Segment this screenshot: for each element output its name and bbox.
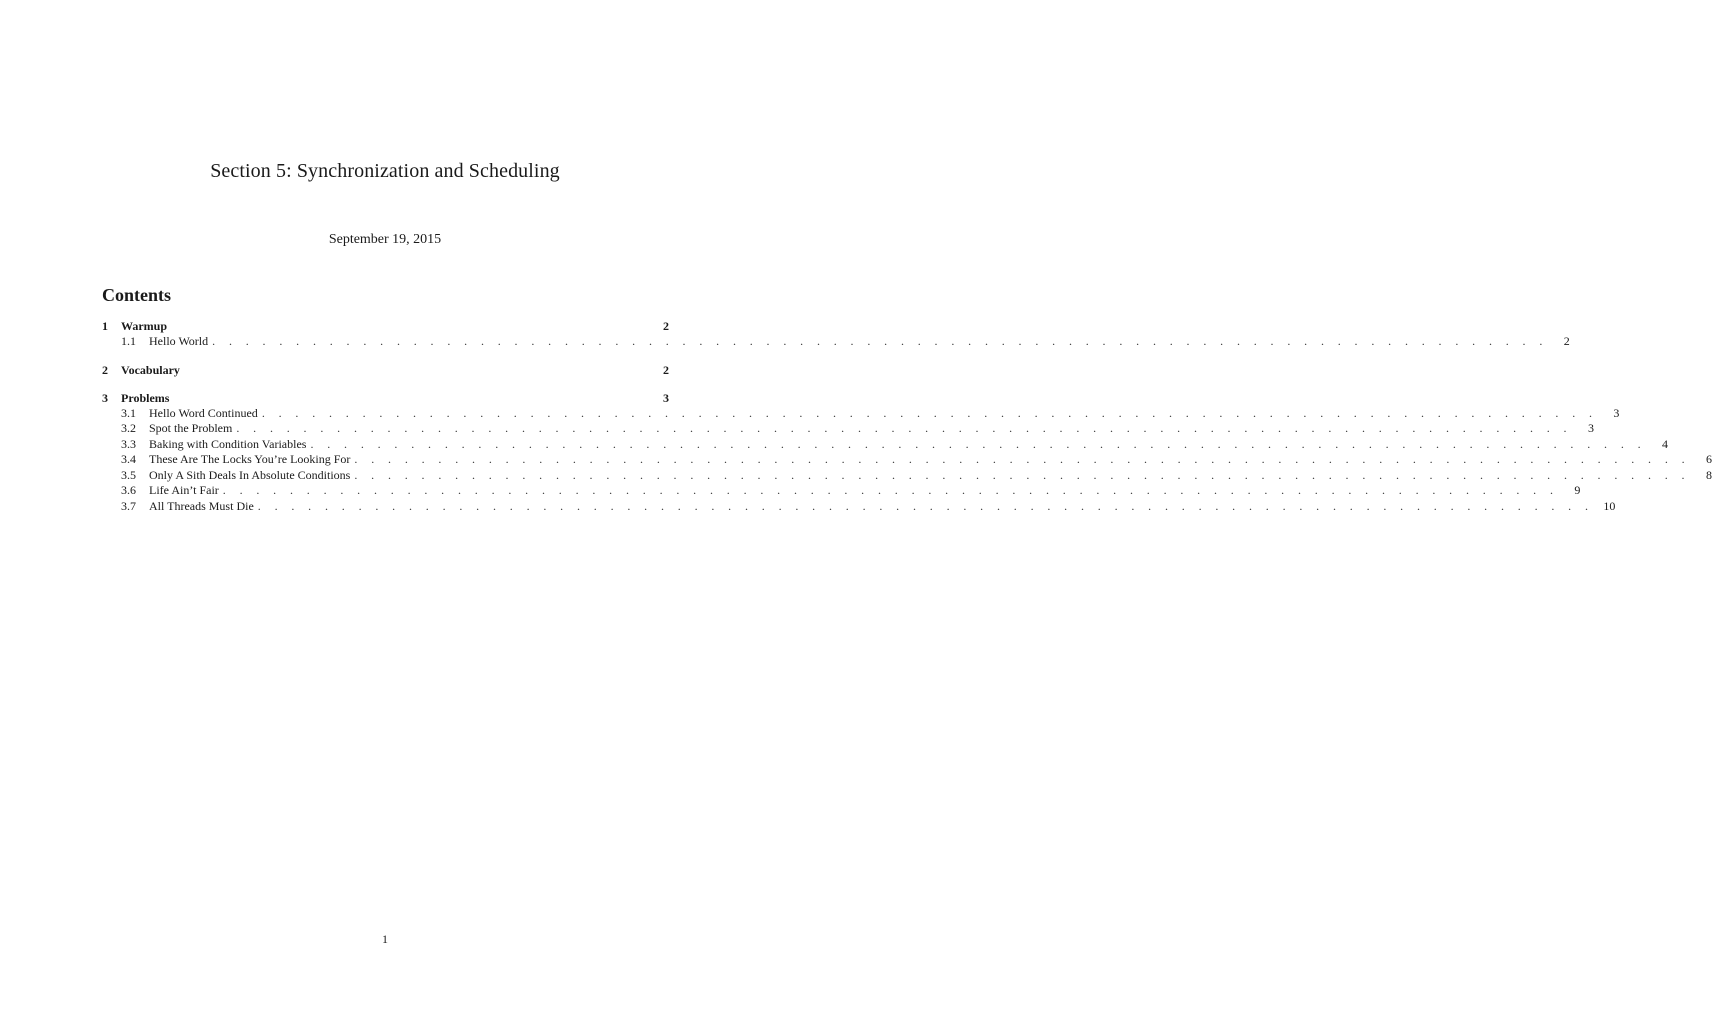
toc-subsection-page: 8 [1705, 467, 1712, 482]
toc-subsection-number: 3.7 [121, 498, 136, 513]
toc-subsection-3-4[interactable] [102, 452, 1712, 468]
toc-subsection-title: These Are The Locks You’re Looking For [149, 452, 351, 466]
toc-section-number: 1 [102, 319, 108, 333]
toc-subsection-page: 2 [1563, 334, 1570, 348]
toc-subsection-number: 1.1 [121, 334, 136, 348]
toc-subsection-page: 3 [1613, 405, 1620, 420]
toc-subsection-title: Hello Word Continued [149, 405, 258, 420]
toc-leader-dots: . . . . . . . . . . . . . . . . . . . . . . . . . . . . . . . . . . . . . . . . . . . . . . . . . . . . . . . . . . . . . . . . . . . . . . . . . . . . . . . . [354, 467, 1690, 482]
toc-subsection-3-5[interactable] [102, 467, 1712, 484]
toc-leader-dots: . . . . . . . . . . . . . . . . . . . . . . . . . . . . . . . . . . . . . . . . . . . . . . . . . . . . . . . . . . . . . . . . . . . . . . . . . . . . . . . . [236, 421, 1572, 435]
toc-section-page: 2 [663, 319, 669, 333]
toc-section-title: Warmup [121, 319, 168, 333]
page-number: 1 [382, 932, 388, 946]
toc-leader-dots: . . . . . . . . . . . . . . . . . . . . . . . . . . . . . . . . . . . . . . . . . . . . . . . . . . . . . . . . . . . . . . . . . . . . . . . . . . . . . . . . [212, 334, 1548, 348]
toc-section-number: 2 [102, 362, 108, 377]
toc-subsection-page: 4 [1662, 436, 1669, 451]
toc-subsection-3-6[interactable] [102, 483, 1581, 499]
toc-subsection-title: Life Ain’t Fair [149, 483, 219, 497]
toc-subsection-number: 3.5 [121, 467, 136, 482]
toc-subsection-3-7[interactable] [102, 498, 1616, 515]
toc-subsection-number: 3.3 [121, 436, 136, 451]
toc-subsection-title: Only A Sith Deals In Absolute Conditions [149, 467, 351, 482]
toc-section-3[interactable] [102, 390, 669, 406]
toc-section-title: Vocabulary [121, 362, 180, 377]
toc-subsection-page: 9 [1574, 483, 1581, 497]
toc-subsection-3-1[interactable] [102, 405, 1620, 422]
toc-section-number: 3 [102, 390, 108, 405]
toc-subsection-number: 3.2 [121, 421, 136, 435]
toc-section-1[interactable] [102, 318, 669, 334]
toc-subsection-page: 10 [1603, 498, 1616, 513]
toc-subsection-1-1[interactable] [102, 334, 1570, 350]
toc-subsection-page: 3 [1587, 421, 1594, 435]
toc-subsection-3-3[interactable] [102, 436, 1669, 453]
table-of-contents [102, 318, 1712, 514]
toc-subsection-number: 3.4 [121, 452, 136, 466]
toc-leader-dots: . . . . . . . . . . . . . . . . . . . . . . . . . . . . . . . . . . . . . . . . . . . . . . . . . . . . . . . . . . . . . . . . . . . . . . . . . . . . . . . . [354, 452, 1691, 466]
toc-subsection-title: Hello World [149, 334, 209, 348]
toc-section-page: 3 [663, 390, 669, 405]
toc-subsection-title: Spot the Problem [149, 421, 233, 435]
toc-leader-dots: . . . . . . . . . . . . . . . . . . . . . . . . . . . . . . . . . . . . . . . . . . . . . . . . . . . . . . . . . . . . . . . . . . . . . . . . . . . . . . . . [257, 498, 1594, 513]
toc-leader-dots: . . . . . . . . . . . . . . . . . . . . . . . . . . . . . . . . . . . . . . . . . . . . . . . . . . . . . . . . . . . . . . . . . . . . . . . . . . . . . . . . [310, 436, 1647, 451]
toc-section-2[interactable] [102, 362, 669, 378]
toc-section-title: Problems [121, 390, 170, 405]
toc-subsection-title: All Threads Must Die [149, 498, 254, 513]
toc-leader-dots: . . . . . . . . . . . . . . . . . . . . . . . . . . . . . . . . . . . . . . . . . . . . . . . . . . . . . . . . . . . . . . . . . . . . . . . . . . . . . . . . [261, 405, 1598, 420]
toc-section-page: 2 [663, 362, 669, 377]
toc-subsection-page: 6 [1706, 452, 1712, 466]
contents-heading: Contents [102, 285, 172, 305]
document-date: September 19, 2015 [328, 232, 442, 247]
toc-subsection-title: Baking with Condition Variables [149, 436, 307, 451]
toc-subsection-number: 3.1 [121, 405, 136, 420]
document-title: Section 5: Synchronization and Scheduling [210, 160, 560, 182]
toc-leader-dots: . . . . . . . . . . . . . . . . . . . . . . . . . . . . . . . . . . . . . . . . . . . . . . . . . . . . . . . . . . . . . . . . . . . . . . . . . . . . . . . . [222, 483, 1559, 497]
toc-subsection-3-2[interactable] [102, 421, 1594, 437]
toc-subsection-number: 3.6 [121, 483, 136, 497]
